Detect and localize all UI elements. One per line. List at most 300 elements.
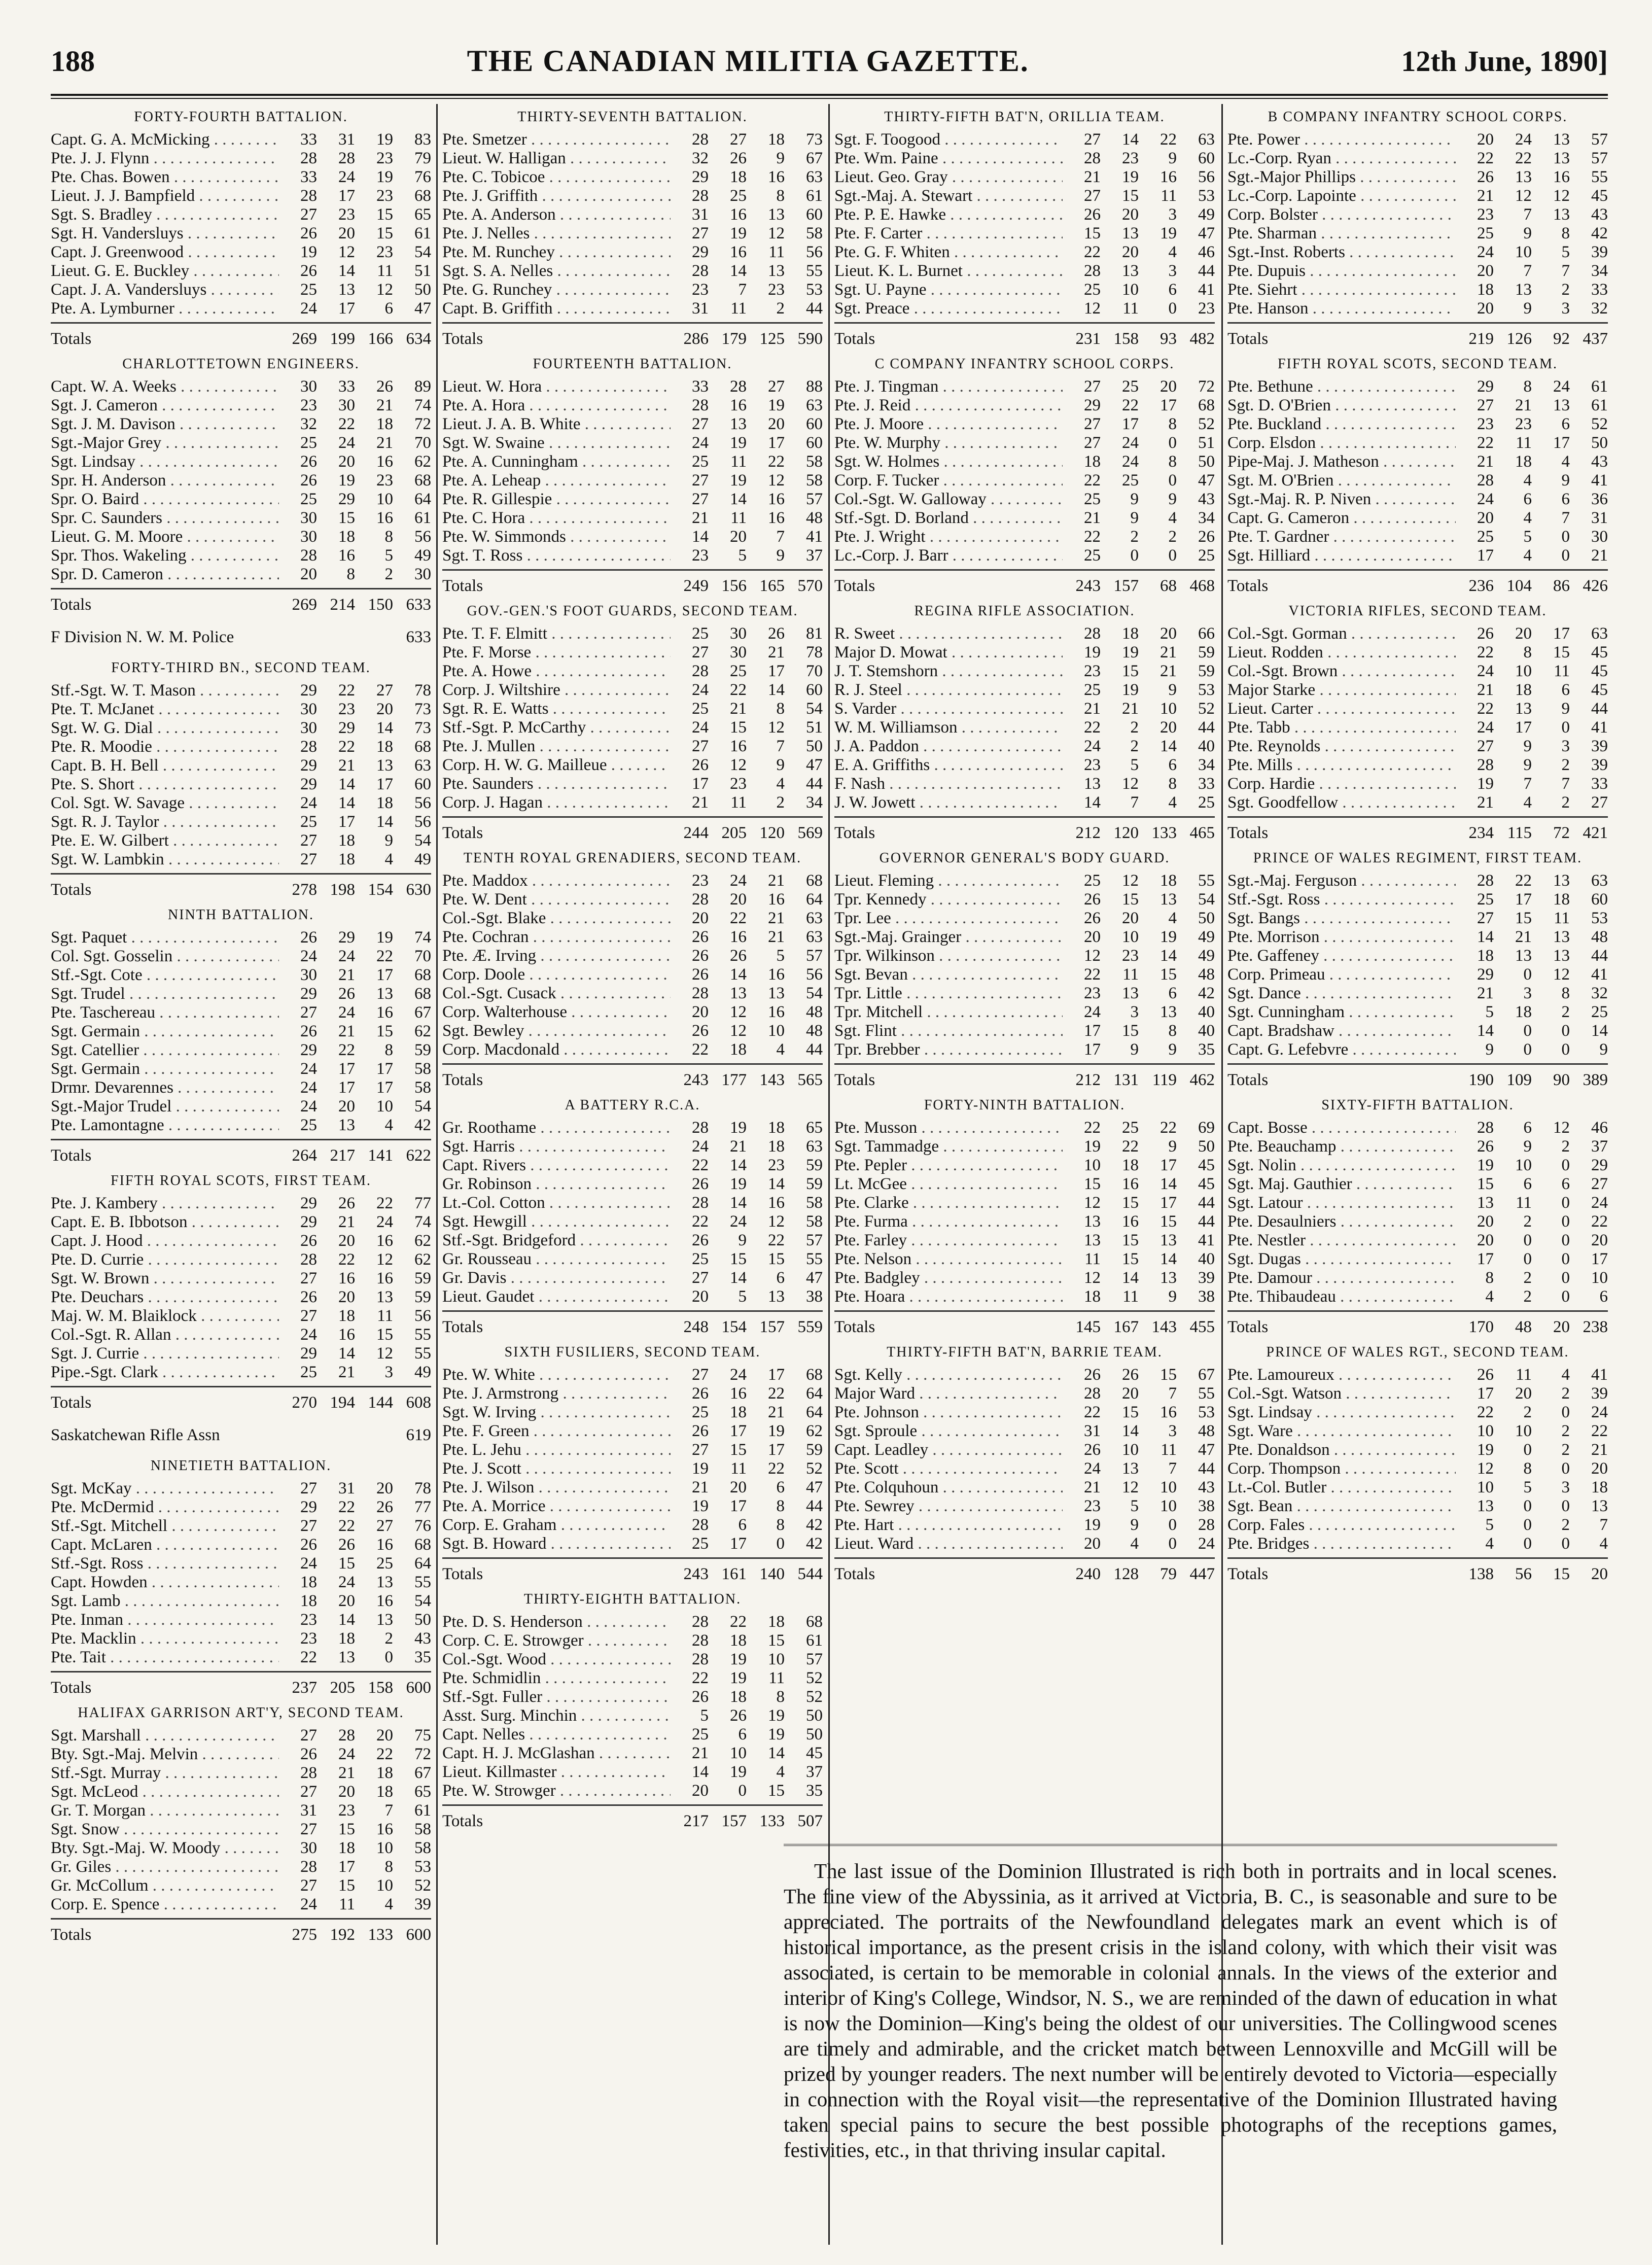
total-cell: 455: [1189, 1318, 1215, 1336]
score-cell: 14: [768, 1175, 785, 1193]
score-cell: 81: [806, 624, 823, 643]
competitor-name: Pte. J. Wright . . .: [834, 528, 1063, 546]
score-cell: 16: [376, 1592, 393, 1610]
competitor-name: Capt. Leadley . . .: [834, 1441, 1063, 1459]
score-cell: 24: [692, 681, 709, 699]
score-cell: 42: [1591, 224, 1608, 242]
score-cell: 9: [1130, 509, 1139, 527]
total-cell: 56: [1515, 1565, 1532, 1583]
competitor-name: Pte. Furma . . .: [834, 1212, 1063, 1231]
team-section: [51, 1173, 431, 1413]
score-cell: 4: [1599, 1535, 1608, 1553]
competitor-name: Stf.-Sgt. D. Borland . . .: [834, 509, 1063, 528]
competitor-name: Pte. D. S. Henderson . . .: [442, 1613, 671, 1631]
score-cell: 18: [730, 1631, 747, 1650]
totals-row: [834, 816, 1215, 843]
competitor-name: Capt. Nelles . . .: [442, 1725, 671, 1744]
total-cell: 150: [368, 596, 393, 614]
score-cell: 3: [1168, 1422, 1177, 1440]
score-row: [51, 1726, 431, 1745]
score-row: [1227, 1022, 1608, 1040]
score-cell: 7: [1561, 775, 1570, 793]
total-cell: 426: [1583, 577, 1608, 595]
score-row: [1227, 1384, 1608, 1403]
competitor-name: Pte. D. Currie . . .: [51, 1250, 279, 1269]
score-cell: 18: [376, 1783, 393, 1801]
score-cell: 20: [1515, 1384, 1532, 1403]
competitor-name: Sgt. Flint . . .: [834, 1022, 1063, 1040]
score-cell: 21: [1084, 168, 1101, 186]
score-row: [442, 377, 823, 396]
competitor-name: Capt. B. Griffith . . .: [442, 299, 671, 318]
score-cell: 20: [1122, 909, 1139, 927]
competitor-name: Sgt. Hilliard . . .: [1227, 546, 1456, 565]
score-cell: 8: [1168, 415, 1177, 433]
score-cell: 21: [1160, 643, 1177, 661]
score-cell: 7: [776, 737, 785, 755]
competitor-name: Capt. J. Hood . . .: [51, 1232, 279, 1250]
score-cell: 14: [1160, 1250, 1177, 1268]
total-cell: 90: [1553, 1071, 1570, 1089]
score-row: [834, 1459, 1215, 1478]
score-cell: 24: [692, 1137, 709, 1156]
score-row: [51, 947, 431, 966]
score-cell: 18: [338, 1839, 355, 1857]
score-row: [834, 928, 1215, 947]
competitor-name: Pte. T. F. Elmitt . . .: [442, 624, 671, 643]
score-cell: 58: [806, 1212, 823, 1231]
score-row: [1227, 1175, 1608, 1194]
competitor-name: Corp. Macdonald . . .: [442, 1040, 671, 1059]
score-row: [51, 700, 431, 719]
score-row: [442, 1688, 823, 1706]
competitor-name: Sgt. Tammadge . . .: [834, 1137, 1063, 1156]
score-cell: 18: [1515, 452, 1532, 471]
score-cell: 23: [768, 281, 785, 299]
competitor-name: Pte. Hanson . . .: [1227, 299, 1456, 318]
score-cell: 25: [300, 281, 317, 299]
score-cell: 60: [806, 681, 823, 699]
competitor-name: Pte. Power . . .: [1227, 130, 1456, 149]
competitor-name: Pte. A. Leheap . . .: [442, 471, 671, 490]
score-row: [51, 396, 431, 415]
score-cell: 55: [414, 1326, 431, 1344]
competitor-name: Pte. Lamoureux . . .: [1227, 1366, 1456, 1384]
team-title: FORTY-FOURTH BATTALION.: [134, 109, 348, 125]
team-title: THIRTY-FIFTH BAT'N, BARRIE TEAM.: [887, 1344, 1163, 1360]
score-cell: 20: [338, 1232, 355, 1250]
score-cell: 21: [768, 643, 785, 661]
competitor-name: Pte. Nelson . . .: [834, 1250, 1063, 1269]
score-cell: 8: [776, 1688, 785, 1706]
score-cell: 11: [1554, 909, 1570, 927]
competitor-name: Tpr. Mitchell . . .: [834, 1003, 1063, 1022]
score-cell: 6: [738, 1725, 747, 1744]
total-cell: 119: [1152, 1071, 1177, 1089]
score-cell: 48: [806, 1003, 823, 1021]
score-cell: 9: [1485, 1040, 1494, 1059]
score-cell: 22: [338, 1041, 355, 1059]
score-row: [1227, 1137, 1608, 1156]
totals-label: Totals: [442, 1071, 483, 1089]
score-row: [442, 243, 823, 262]
score-cell: 23: [768, 1156, 785, 1174]
score-row: [834, 262, 1215, 281]
competitor-name: Sgt. S. A. Nelles . . .: [442, 262, 671, 281]
score-cell: 18: [338, 1307, 355, 1325]
score-cell: 28: [1084, 149, 1101, 167]
total-cell: 199: [330, 330, 355, 348]
competitor-name: Bty. Sgt.-Maj. Melvin . . .: [51, 1745, 279, 1764]
score-cell: 13: [1515, 168, 1532, 186]
score-cell: 28: [300, 187, 317, 205]
total-cell: 154: [721, 1318, 747, 1336]
score-cell: 14: [1122, 1422, 1139, 1440]
score-row: [834, 149, 1215, 168]
competitor-name: Sgt. F. Toogood . . .: [834, 130, 1063, 149]
column-1: [51, 104, 431, 2245]
score-cell: 49: [414, 546, 431, 565]
score-row: [442, 947, 823, 965]
score-cell: 27: [376, 681, 393, 700]
score-cell: 2: [1168, 528, 1177, 546]
competitor-name: Pte. Chas. Bowen . . .: [51, 168, 279, 187]
score-cell: 57: [806, 1231, 823, 1249]
competitor-name: Pte. J. Reid . . .: [834, 396, 1063, 415]
team-section: [51, 660, 431, 900]
score-cell: 28: [300, 1764, 317, 1782]
score-cell: 30: [300, 509, 317, 527]
score-row: [442, 890, 823, 909]
totals-row: [1227, 1310, 1608, 1337]
score-cell: 75: [414, 1726, 431, 1745]
score-cell: 13: [338, 1648, 355, 1666]
score-cell: 27: [1477, 909, 1494, 927]
score-cell: 2: [1561, 281, 1570, 299]
score-row: [51, 1629, 431, 1648]
team-title: FIFTH ROYAL SCOTS, SECOND TEAM.: [1277, 356, 1558, 372]
score-cell: 21: [692, 793, 709, 812]
score-cell: 25: [1477, 890, 1494, 909]
score-cell: 26: [1084, 890, 1101, 909]
score-row: [51, 1326, 431, 1344]
score-row: [442, 872, 823, 890]
score-cell: 0: [1523, 1441, 1532, 1459]
score-cell: 0: [1168, 1535, 1177, 1553]
score-cell: 3: [1130, 1003, 1139, 1021]
score-row: [834, 224, 1215, 243]
score-cell: 22: [1477, 434, 1494, 452]
competitor-name: Sgt. Nolin . . .: [1227, 1156, 1456, 1175]
score-cell: 30: [300, 377, 317, 396]
score-cell: 5: [1485, 1516, 1494, 1534]
score-cell: 2: [1561, 1384, 1570, 1403]
total-cell: 140: [759, 1565, 785, 1583]
score-cell: 44: [1591, 947, 1608, 965]
competitor-name: Stf.-Sgt. Mitchell . . .: [51, 1517, 279, 1536]
total-cell: 559: [797, 1318, 823, 1336]
score-cell: 9: [1168, 1287, 1177, 1306]
score-cell: 57: [1591, 130, 1608, 149]
score-cell: 55: [806, 262, 823, 280]
score-cell: 27: [1084, 377, 1101, 396]
score-cell: 9: [1130, 1516, 1139, 1534]
score-row: [442, 643, 823, 662]
competitor-name: Capt. Howden . . .: [51, 1573, 279, 1592]
score-cell: 16: [730, 928, 747, 946]
score-cell: 9: [1523, 1137, 1532, 1156]
score-cell: 17: [1160, 1194, 1177, 1212]
score-cell: 13: [1122, 224, 1139, 242]
score-cell: 13: [1084, 775, 1101, 793]
score-cell: 6: [1523, 490, 1532, 508]
competitor-name: Pte. A. Howe . . .: [442, 662, 671, 681]
total-cell: 590: [797, 330, 823, 348]
total-cell: 286: [683, 330, 709, 348]
score-cell: 28: [692, 1613, 709, 1631]
team-title: FORTY-THIRD BN., SECOND TEAM.: [111, 660, 371, 676]
score-cell: 39: [1591, 756, 1608, 774]
score-cell: 18: [300, 1592, 317, 1610]
score-cell: 19: [730, 1669, 747, 1687]
score-cell: 15: [768, 1250, 785, 1268]
score-cell: 43: [1591, 205, 1608, 224]
score-row: [1227, 168, 1608, 187]
total-cell: 109: [1506, 1071, 1532, 1089]
score-cell: 41: [1198, 1231, 1215, 1249]
score-row: [1227, 681, 1608, 700]
score-cell: 8: [776, 1497, 785, 1515]
score-row: [442, 1650, 823, 1669]
score-cell: 54: [414, 831, 431, 850]
score-cell: 56: [414, 1307, 431, 1325]
score-cell: 24: [1591, 1403, 1608, 1421]
team-title: FORTY-NINTH BATTALION.: [924, 1097, 1126, 1113]
competitor-name: Corp. Hardie . . .: [1227, 775, 1456, 793]
score-row: [834, 471, 1215, 490]
competitor-name: Col.-Sgt. Watson . . .: [1227, 1384, 1456, 1403]
score-row: [834, 415, 1215, 434]
score-cell: 13: [376, 1611, 393, 1629]
competitor-name: Pte. Sewrey . . .: [834, 1497, 1063, 1516]
score-cell: 50: [1198, 1137, 1215, 1156]
competitor-name: Pte. Gaffeney . . .: [1227, 947, 1456, 965]
competitor-name: Pte. F. Green . . .: [442, 1422, 671, 1441]
entry-score: 633: [406, 628, 431, 646]
score-cell: 52: [1198, 415, 1215, 433]
score-cell: 15: [1122, 1194, 1139, 1212]
score-cell: 8: [1561, 984, 1570, 1002]
score-cell: 24: [1553, 377, 1570, 396]
score-cell: 12: [1122, 775, 1139, 793]
score-cell: 22: [376, 947, 393, 965]
score-cell: 41: [806, 528, 823, 546]
score-cell: 20: [730, 890, 747, 909]
score-row: [51, 966, 431, 985]
score-cell: 23: [338, 205, 355, 224]
score-cell: 15: [1122, 1250, 1139, 1268]
score-cell: 19: [1084, 1516, 1101, 1534]
score-cell: 20: [300, 565, 317, 583]
score-cell: 0: [1561, 1535, 1570, 1553]
score-cell: 25: [1477, 528, 1494, 546]
totals-label: Totals: [834, 1565, 875, 1583]
competitor-name: Pte. C. Tobicoe . . .: [442, 168, 671, 187]
total-cell: 133: [759, 1812, 785, 1830]
team-title: GOV.-GEN.'S FOOT GUARDS, SECOND TEAM.: [467, 603, 798, 619]
score-row: [442, 262, 823, 281]
score-cell: 13: [376, 756, 393, 775]
score-cell: 26: [692, 947, 709, 965]
score-cell: 18: [376, 415, 393, 433]
score-cell: 56: [806, 965, 823, 984]
score-row: [442, 1669, 823, 1688]
score-cell: 19: [376, 130, 393, 149]
total-cell: 104: [1506, 577, 1532, 595]
team-section: [51, 109, 431, 349]
score-cell: 12: [1084, 1194, 1101, 1212]
total-cell: 264: [292, 1146, 317, 1165]
total-cell: 15: [1553, 1565, 1570, 1583]
aggregate-entry: [51, 628, 431, 647]
score-row: [1227, 1194, 1608, 1212]
score-cell: 24: [338, 1573, 355, 1591]
score-row: [834, 624, 1215, 643]
score-cell: 44: [806, 299, 823, 318]
score-cell: 50: [806, 737, 823, 755]
score-row: [1227, 490, 1608, 509]
total-cell: 92: [1553, 330, 1570, 348]
score-row: [442, 1725, 823, 1744]
score-row: [442, 1422, 823, 1441]
total-cell: 138: [1468, 1565, 1494, 1583]
score-cell: 17: [338, 1078, 355, 1097]
score-row: [834, 756, 1215, 775]
score-row: [834, 1156, 1215, 1175]
score-cell: 2: [1561, 1441, 1570, 1459]
score-row: [834, 452, 1215, 471]
score-cell: 0: [1561, 1403, 1570, 1421]
score-row: [1227, 205, 1608, 224]
score-cell: 68: [414, 985, 431, 1003]
competitor-name: Pte. Maddox . . .: [442, 872, 671, 890]
score-cell: 39: [1591, 243, 1608, 261]
score-cell: 24: [300, 947, 317, 965]
competitor-name: Pte. G. F. Whiten . . .: [834, 243, 1063, 262]
score-cell: 63: [806, 909, 823, 927]
score-row: [51, 1344, 431, 1363]
competitor-name: J. A. Paddon . . .: [834, 737, 1063, 756]
total-cell: 544: [797, 1565, 823, 1583]
score-cell: 29: [1591, 1156, 1608, 1174]
score-cell: 0: [776, 1535, 785, 1553]
score-cell: 62: [806, 1422, 823, 1440]
score-row: [834, 490, 1215, 509]
score-cell: 12: [1477, 1459, 1494, 1478]
score-cell: 88: [806, 377, 823, 396]
competitor-name: Pte. Wm. Paine . . .: [834, 149, 1063, 168]
total-cell: 217: [330, 1146, 355, 1165]
score-cell: 12: [768, 718, 785, 737]
competitor-name: Pte. J. J. Flynn . . .: [51, 149, 279, 168]
score-cell: 21: [692, 1478, 709, 1496]
score-cell: 22: [692, 1040, 709, 1059]
score-row: [1227, 965, 1608, 984]
score-cell: 27: [730, 130, 747, 149]
score-cell: 18: [1084, 1287, 1101, 1306]
score-cell: 6: [1561, 1175, 1570, 1193]
score-cell: 65: [806, 1119, 823, 1137]
score-row: [442, 624, 823, 643]
competitor-name: Lc.-Corp. Ryan . . .: [1227, 149, 1456, 168]
score-row: [1227, 662, 1608, 681]
totals-row: [1227, 569, 1608, 596]
score-cell: 11: [730, 1459, 747, 1478]
score-cell: 10: [1160, 1478, 1177, 1496]
score-cell: 15: [338, 1876, 355, 1895]
score-cell: 11: [1084, 1250, 1101, 1268]
score-cell: 15: [1122, 1231, 1139, 1249]
score-cell: 25: [300, 434, 317, 452]
score-row: [834, 1040, 1215, 1059]
score-cell: 20: [1591, 1231, 1608, 1249]
score-row: [442, 1497, 823, 1516]
competitor-name: Pte. W. Murphy . . .: [834, 434, 1063, 452]
score-cell: 17: [730, 1422, 747, 1440]
score-cell: 27: [692, 415, 709, 433]
score-cell: 5: [384, 546, 393, 565]
score-cell: 26: [300, 1022, 317, 1040]
total-cell: 237: [292, 1679, 317, 1697]
score-cell: 12: [1122, 872, 1139, 890]
team-section: [1227, 850, 1608, 1090]
score-cell: 21: [768, 1403, 785, 1421]
score-cell: 17: [1591, 1250, 1608, 1268]
score-row: [834, 909, 1215, 928]
score-cell: 11: [1161, 187, 1177, 205]
score-cell: 28: [300, 1250, 317, 1269]
score-cell: 8: [776, 187, 785, 205]
team-section: [51, 1426, 431, 1445]
score-cell: 29: [300, 1194, 317, 1212]
totals-row: [51, 1671, 431, 1698]
score-cell: 68: [806, 1366, 823, 1384]
score-cell: 59: [414, 1288, 431, 1306]
score-cell: 14: [376, 719, 393, 737]
total-cell: 133: [368, 1926, 393, 1944]
total-cell: 179: [721, 330, 747, 348]
score-cell: 9: [1168, 1040, 1177, 1059]
score-cell: 34: [1198, 756, 1215, 774]
totals-label: Totals: [442, 577, 483, 595]
score-cell: 53: [1198, 187, 1215, 205]
score-cell: 63: [806, 396, 823, 414]
competitor-name: Stf.-Sgt. Ross . . .: [1227, 890, 1456, 909]
competitor-name: Pte. J. Griffith . . .: [442, 187, 671, 205]
score-cell: 14: [730, 1194, 747, 1212]
score-cell: 25: [300, 1116, 317, 1134]
score-row: [51, 452, 431, 471]
totals-label: Totals: [834, 824, 875, 842]
total-cell: 630: [406, 881, 431, 899]
score-cell: 0: [1561, 1156, 1570, 1174]
score-cell: 15: [376, 224, 393, 242]
score-row: [442, 434, 823, 452]
score-cell: 10: [376, 490, 393, 508]
score-cell: 26: [692, 756, 709, 774]
score-cell: 11: [1122, 1287, 1139, 1306]
score-cell: 3: [1523, 984, 1532, 1002]
